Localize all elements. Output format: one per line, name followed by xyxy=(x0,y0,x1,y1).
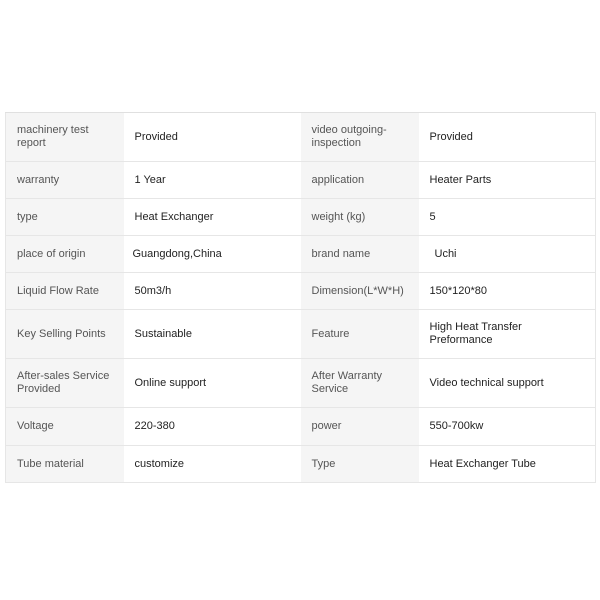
spec-value: Heat Exchanger Tube xyxy=(419,446,596,483)
spec-label: brand name xyxy=(301,236,419,273)
spec-label: Feature xyxy=(301,310,419,359)
spec-value: Video technical support xyxy=(419,359,596,408)
table-row xyxy=(6,310,596,359)
table-row xyxy=(6,113,596,162)
spec-label: warranty xyxy=(6,162,124,199)
table-row xyxy=(6,408,596,446)
spec-label: weight (kg) xyxy=(301,199,419,236)
spec-value: Uchi xyxy=(419,236,596,273)
spec-label: Liquid Flow Rate xyxy=(6,273,124,310)
spec-value: Provided xyxy=(419,113,596,162)
table-row xyxy=(6,199,596,236)
spec-label: After Warranty Service xyxy=(301,359,419,408)
spec-value: High Heat Transfer Preformance xyxy=(419,310,596,359)
spec-label: Type xyxy=(301,446,419,483)
spec-value: 5 xyxy=(419,199,596,236)
table-row xyxy=(6,273,596,310)
spec-value: 550-700kw xyxy=(419,408,596,446)
spec-value: Heater Parts xyxy=(419,162,596,199)
spec-label: Key Selling Points xyxy=(6,310,124,359)
spec-label: power xyxy=(301,408,419,446)
spec-value: 220-380 xyxy=(124,408,301,446)
spec-label: Tube material xyxy=(6,446,124,483)
spec-value: Sustainable xyxy=(124,310,301,359)
table-row xyxy=(6,236,596,273)
spec-value: customize xyxy=(124,446,301,483)
table-row xyxy=(6,162,596,199)
spec-value: Online support xyxy=(124,359,301,408)
spec-value: Provided xyxy=(124,113,301,162)
spec-value: 1 Year xyxy=(124,162,301,199)
spec-value: Heat Exchanger xyxy=(124,199,301,236)
spec-label: video outgoing-inspection xyxy=(301,113,419,162)
spec-label: type xyxy=(6,199,124,236)
spec-value: 150*120*80 xyxy=(419,273,596,310)
spec-label: Dimension(L*W*H) xyxy=(301,273,419,310)
spec-label: application xyxy=(301,162,419,199)
spec-label: machinery test report xyxy=(6,113,124,162)
spec-label: place of origin xyxy=(6,236,124,273)
spec-label: Voltage xyxy=(6,408,124,446)
table-row xyxy=(6,359,596,408)
table-row xyxy=(6,446,596,483)
spec-label: After-sales Service Provided xyxy=(6,359,124,408)
spec-value: Guangdong,China xyxy=(124,236,301,273)
spec-value: 50m3/h xyxy=(124,273,301,310)
specifications-table xyxy=(5,112,596,483)
